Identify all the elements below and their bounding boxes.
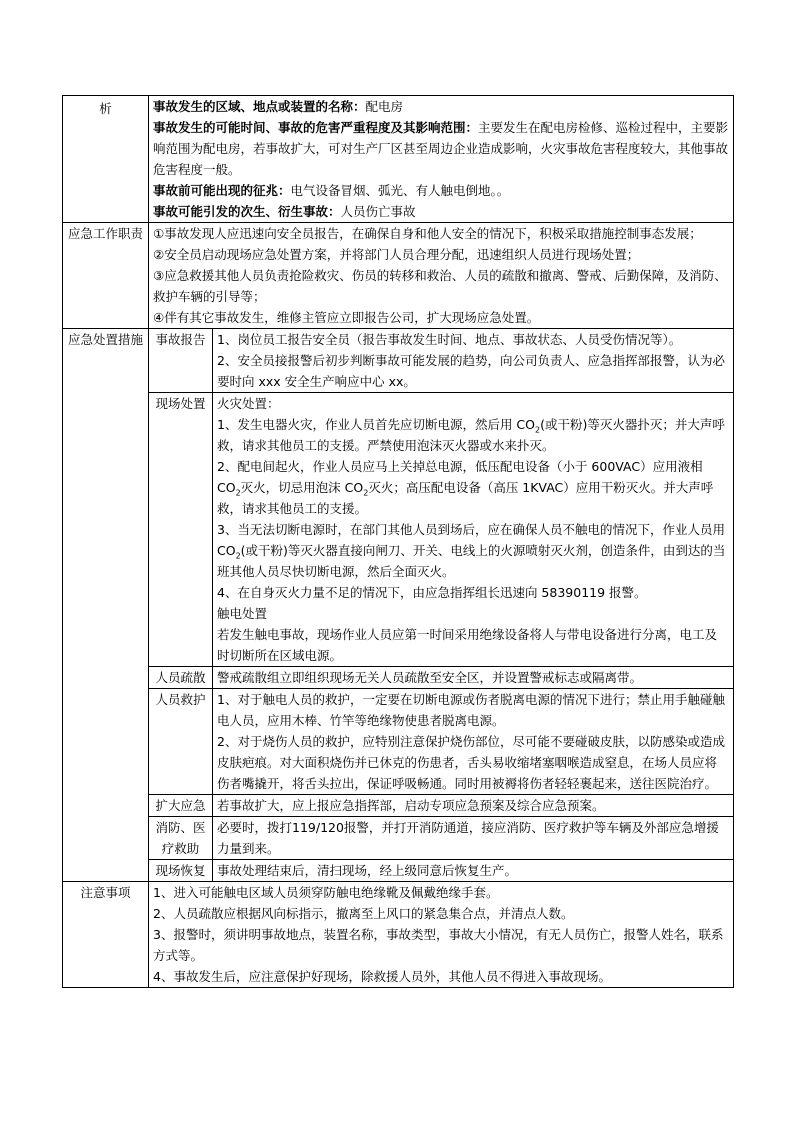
notes-row <box>63 882 734 988</box>
analysis-content <box>149 96 734 223</box>
analysis-label: 析 <box>63 96 149 223</box>
evacuation-content: 警戒疏散组立即组织现场无关人员疏散至安全区，并设置警戒标志或隔离带。 <box>213 667 734 689</box>
fire-title: 火灾处置： <box>217 396 280 411</box>
onsite-item-2: 2、配电间起火，作业人员应马上关掉总电源，低压配电设备（小于 600VAC）应用液相 $CO_2$灭火，切忌用泡沫 $CO_2$灭火；高压配电设备（高压 1KVAC）应用干粉灭火。并大声呼救，请求其他员工的支援。 <box>217 459 714 516</box>
analysis-location: 事故发生的区域、地点或装置的名称：配电房 <box>153 99 404 114</box>
duty-item: ①事故发现人应迅速向安全员报告，在确保自身和他人安全的情况下，积极采取措施控制事态发展； <box>153 226 702 241</box>
measures-label: 应急处置措施 <box>63 329 149 882</box>
report-content <box>213 329 734 393</box>
restore-content: 事故处理结束后，清扫现场，经上级同意后恢复生产。 <box>213 860 734 882</box>
measure-restore-row <box>63 860 734 882</box>
rescue-content <box>213 689 734 795</box>
rescue-item: 2、对于烧伤人员的救护，应特别注意保护烧伤部位，尽可能不要碰破皮肤，以防感染或造成皮肤疤痕。对大面积烧伤并已休克的伤患者，舌头易收缩堵塞咽喉造成窒息，在场人员应将伤者嘴撬开，将舌头拉出，保证呼吸畅通。同时用被褥将伤者轻轻裹起来，送往医院治疗。 <box>217 734 725 791</box>
rescue-label: 人员救护 <box>149 689 213 795</box>
shock-title: 触电处置 <box>217 606 268 621</box>
duty-item: ②安全员启动现场应急处置方案，并将部门人员合理分配，迅速组织人员进行现场处置； <box>153 247 640 262</box>
onsite-item-1: 1、发生电器火灾，作业人员首先应切断电源，然后用 $CO_2$(或干粉)等灭火器扑灭；并大声呼救，请求其他员工的支援。严禁使用泡沫灭火器或水来扑灭。 <box>217 417 725 453</box>
emergency-plan-table <box>62 95 734 988</box>
measure-evacuation-row <box>63 667 734 689</box>
duty-item: ③应急救援其他人员负责抢险救灾、伤员的转移和救治、人员的疏散和撤离、警戒、后勤保障，及消防、救护车辆的引导等； <box>153 268 727 304</box>
report-item: 2、安全员接报警后初步判断事故可能发展的趋势，向公司负责人、应急指挥部报警，认为必要时向 xxx 安全生产响应中心 xx。 <box>217 353 725 389</box>
evacuation-label: 人员疏散 <box>149 667 213 689</box>
firemed-content: 必要时，拨打119/120报警，并打开消防通道，接应消防、医疗救护等车辆及外部应急增援力量到来。 <box>213 817 734 860</box>
rescue-item: 1、对于触电人员的救护，一定要在切断电源或伤者脱离电源的情况下进行；禁止用手触碰触电人员，应用木棒、竹竿等绝缘物使患者脱离电源。 <box>217 692 725 728</box>
analysis-signs: 事故前可能出现的征兆：电气设备冒烟、弧光、有人触电倒地。。 <box>153 183 510 198</box>
notes-content <box>149 882 734 988</box>
measure-report-row <box>63 329 734 393</box>
note-item: 3、报警时，须讲明事故地点，装置名称，事故类型，事故大小情况，有无人员伤亡，报警人姓名，联系方式等。 <box>153 927 724 963</box>
note-item: 4、事故发生后，应注意保护好现场，除救援人员外，其他人员不得进入事故现场。 <box>153 969 611 984</box>
measure-onsite-row <box>63 393 734 667</box>
onsite-item-4: 4、在自身灭火力量不足的情况下，由应急指挥组长迅速向 58390119 报警。 <box>217 585 647 600</box>
measure-firemed-row <box>63 817 734 860</box>
duties-content <box>149 223 734 329</box>
duties-row <box>63 223 734 329</box>
report-label: 事故报告 <box>149 329 213 393</box>
analysis-row <box>63 96 734 223</box>
note-item: 1、进入可能触电区域人员须穿防触电绝缘靴及佩戴绝缘手套。 <box>153 885 499 900</box>
firemed-label: 消防、医疗救助 <box>149 817 213 860</box>
measure-expand-row <box>63 795 734 817</box>
report-item: 1、岗位员工报告安全员（报告事故发生时间、地点、事故状态、人员受伤情况等）。 <box>217 332 682 347</box>
analysis-secondary: 事故可能引发的次生、衍生事故：人员伤亡事故 <box>153 204 416 219</box>
note-item: 2、人员疏散应根据风向标指示，撤离至上风口的紧急集合点，并清点人数。 <box>153 906 574 921</box>
restore-label: 现场恢复 <box>149 860 213 882</box>
notes-label: 注意事项 <box>63 882 149 988</box>
duty-item: ④伴有其它事故发生，维修主管应立即报告公司，扩大现场应急处置。 <box>153 310 540 325</box>
onsite-content <box>213 393 734 667</box>
shock-text: 若发生触电事故，现场作业人员应第一时间采用绝缘设备将人与带电设备进行分离，电工及时切断所在区域电源。 <box>217 627 718 663</box>
expand-label: 扩大应急 <box>149 795 213 817</box>
duties-label: 应急工作职责 <box>63 223 149 329</box>
onsite-item-3: 3、当无法切断电源时，在部门其他人员到场后，应在确保人员不触电的情况下，作业人员用 $CO_2$(或干粉)等灭火器直接向闸刀、开关、电线上的火源喷射灭火剂，创造条件，由到达的当班其他人员尽快切断电源，然后全面灭火。 <box>217 522 726 579</box>
expand-content: 若事故扩大，应上报应急指挥部，启动专项应急预案及综合应急预案。 <box>213 795 734 817</box>
analysis-time-severity: 事故发生的可能时间、事故的危害严重程度及其影响范围：主要发生在配电房检修、巡检过程中，主要影响范围为配电房，若事故扩大，可对生产厂区甚至周边企业造成影响，火灾事故危害程度较大，其他事故危害程度一般。 <box>153 120 729 177</box>
onsite-label: 现场处置 <box>149 393 213 667</box>
measure-rescue-row <box>63 689 734 795</box>
